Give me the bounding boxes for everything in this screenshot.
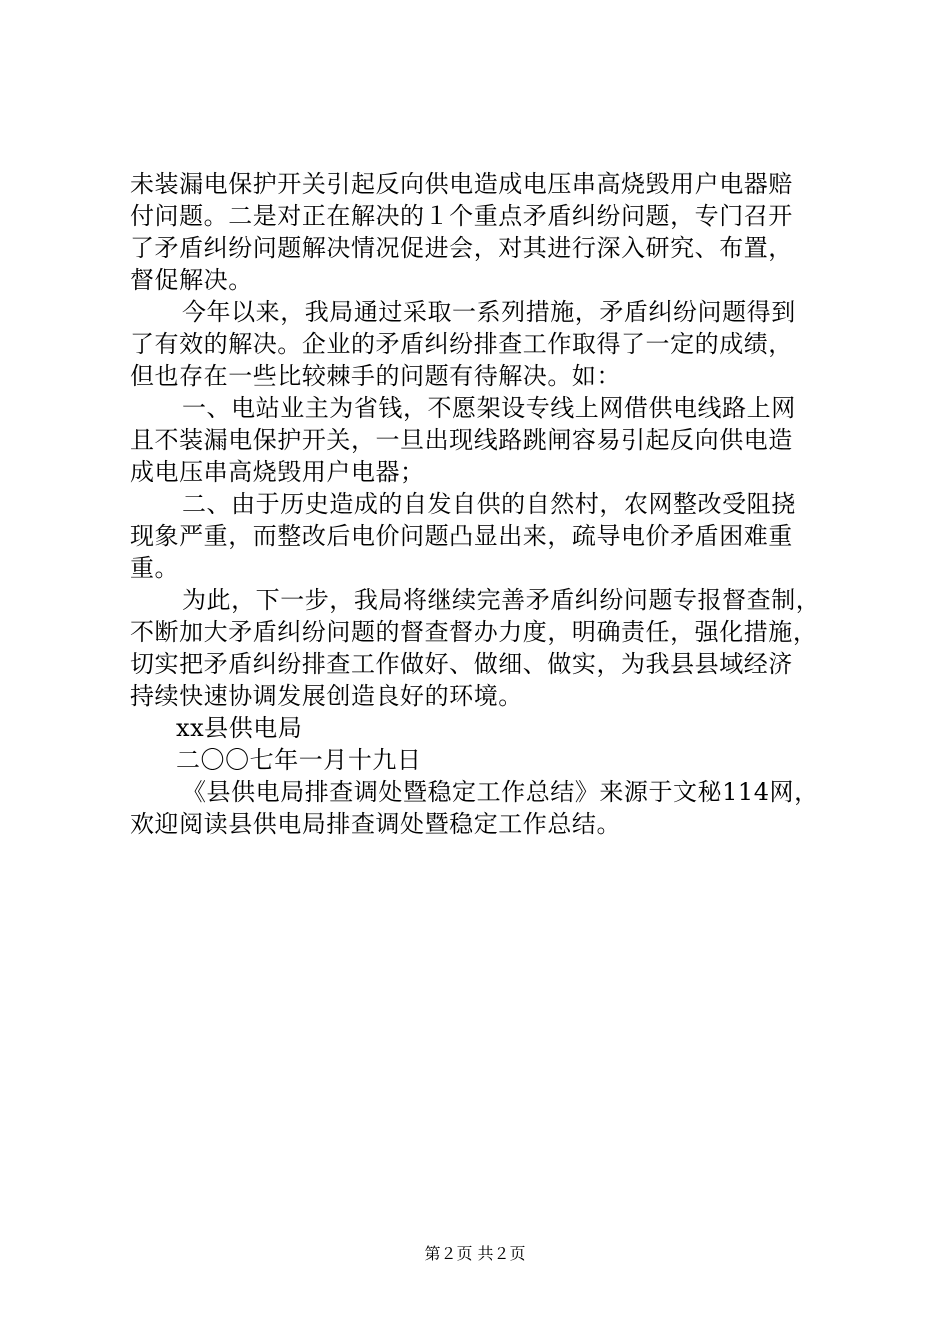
paragraph-line: 付问题。二是对正在解决的１个重点矛盾纠纷问题，专门召开 (130, 202, 793, 230)
paragraph-line: 但也存在一些比较棘手的问题有待解决。如： (130, 362, 621, 390)
signature-organization: xx县供电局 (176, 714, 303, 742)
paragraph-line: 重。 (130, 554, 180, 582)
paragraph-line: 成电压串高烧毁用户电器； (130, 458, 425, 486)
paragraph-line: 切实把矛盾纠纷排查工作做好、做细、做实，为我县县域经济 (130, 650, 793, 678)
paragraph-line: 今年以来，我局通过采取一系列措施，矛盾纠纷问题得到 (182, 298, 796, 326)
signature-date: 二〇〇七年一月十九日 (176, 746, 422, 774)
paragraph-line: 未装漏电保护开关引起反向供电造成电压串高烧毁用户电器赔 (130, 170, 793, 198)
source-note-line: 《县供电局排查调处暨稳定工作总结》来源于文秘114网， (182, 778, 819, 806)
paragraph-line: 为此，下一步，我局将继续完善矛盾纠纷问题专报督查制， (182, 586, 821, 614)
paragraph-line: 了矛盾纠纷问题解决情况促进会，对其进行深入研究、布置， (130, 234, 793, 262)
paragraph-line: 了有效的解决。企业的矛盾纠纷排查工作取得了一定的成绩， (130, 330, 793, 358)
paragraph-line: 不断加大矛盾纠纷问题的督查督办力度，明确责任，强化措施， (130, 618, 818, 646)
paragraph-line: 二、由于历史造成的自发自供的自然村，农网整改受阻挠 (182, 490, 796, 518)
page-number-footer: 第２页 共２页 (424, 1244, 526, 1263)
paragraph-line: 且不装漏电保护开关，一旦出现线路跳闸容易引起反向供电造 (130, 426, 793, 454)
paragraph-line: 现象严重，而整改后电价问题凸显出来，疏导电价矛盾困难重 (130, 522, 793, 550)
paragraph-line: 一、电站业主为省钱，不愿架设专线上网借供电线路上网 (182, 394, 796, 422)
paragraph-line: 督促解决。 (130, 266, 253, 294)
paragraph-line: 持续快速协调发展创造良好的环境。 (130, 682, 523, 710)
source-note-line: 欢迎阅读县供电局排查调处暨稳定工作总结。 (130, 810, 621, 838)
document-body (130, 168, 836, 840)
